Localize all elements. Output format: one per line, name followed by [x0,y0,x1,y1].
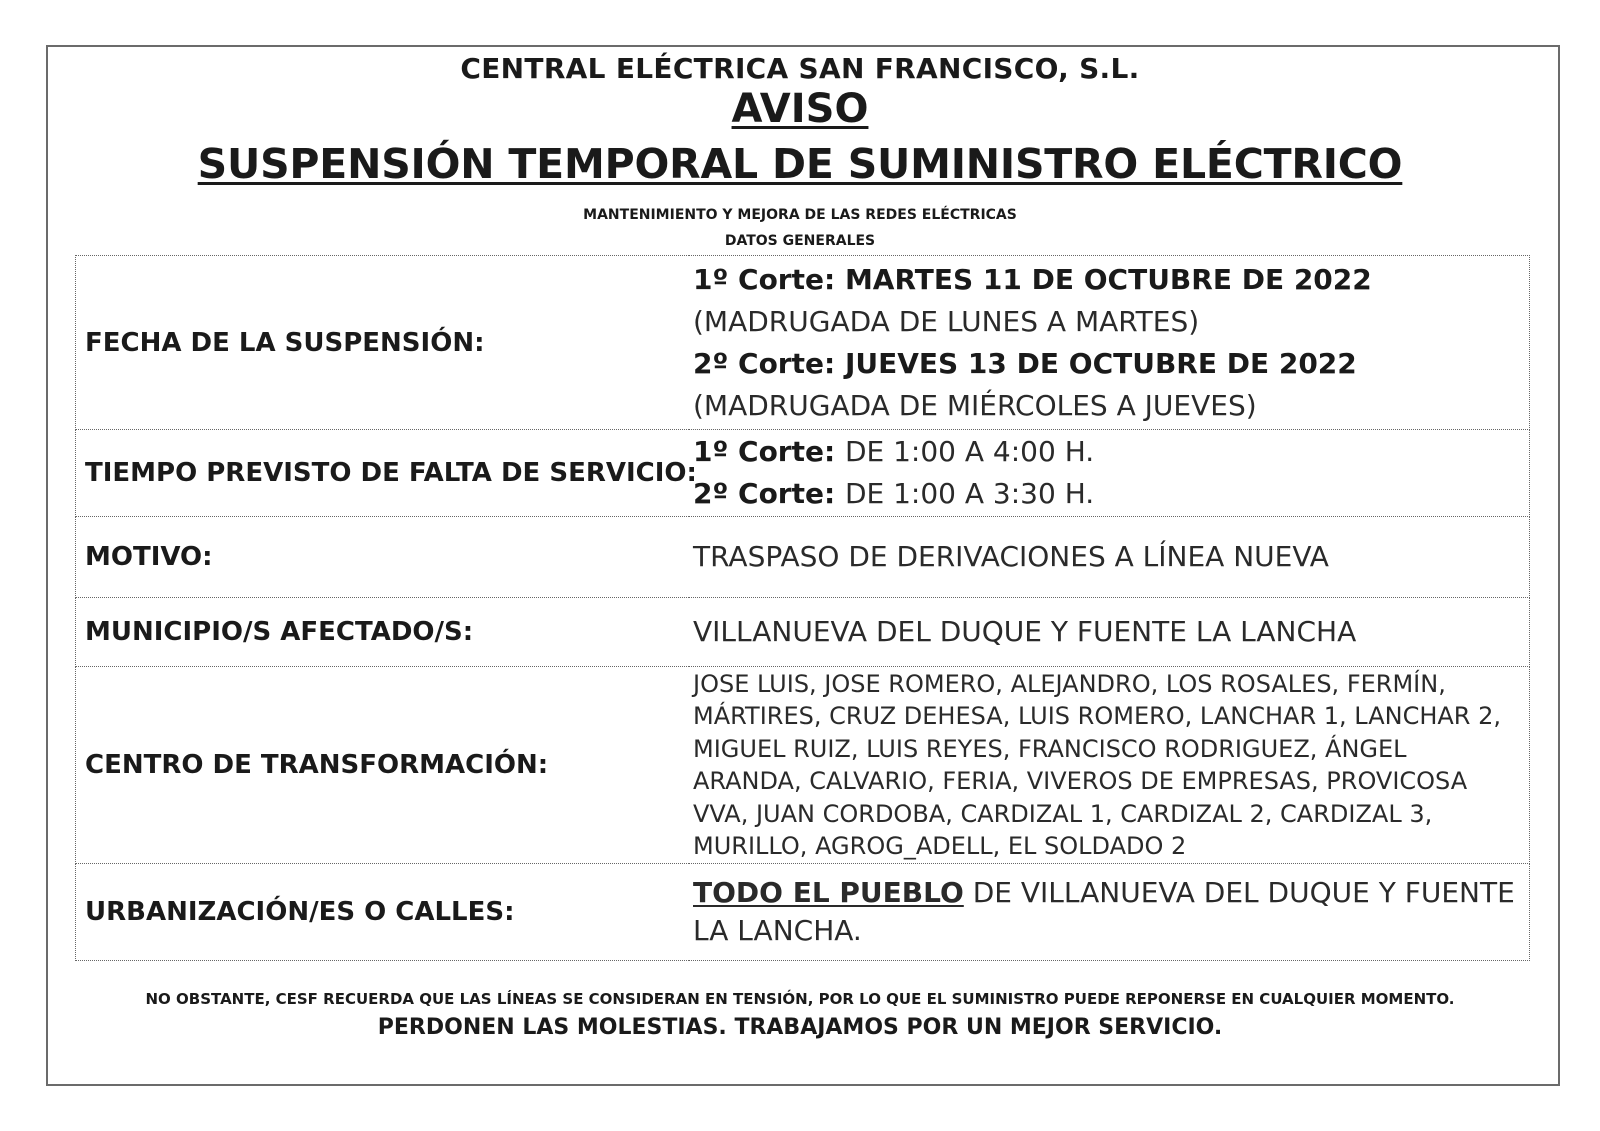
notice-subtitle: MANTENIMIENTO Y MEJORA DE LAS REDES ELÉCTRICAS [583,207,1017,223]
fecha-corte2-prefix: 2º Corte: [693,346,845,380]
tiempo-corte2-value: DE 1:00 A 3:30 H. [844,477,1095,510]
urbanizacion-text: DE VILLANUEVA DEL DUQUE Y FUENTE LA LANCHA. [693,876,1515,947]
tiempo-corte2-prefix: 2º Corte: [693,477,845,510]
centro-value: JOSE LUIS, JOSE ROMERO, ALEJANDRO, LOS ROSALES, FERMÍN, MÁRTIRES, CRUZ DEHESA, LUIS ROMERO, LANCHAR 1, LANCHAR 2, MIGUEL RUIZ, LUIS REYES, FRANCISCO RODRIGUEZ, ÁNGEL ARANDA, CALVARIO, FERIA, VIVEROS DE EMPRESAS, PROVICOSA VVA, JUAN CORDOBA, CARDIZAL 1, CARDIZAL 2, CARDIZAL 3, MURILLO, AGROG_ADELL, EL SOLDADO 2 [689,667,1530,864]
urbanizacion-emphasis: TODO EL PUEBLO [693,876,964,909]
table-row-urbanizacion [76,864,1530,961]
urbanizacion-value [689,864,1530,961]
section-heading: DATOS GENERALES [724,233,876,249]
table-row-municipios [76,598,1530,667]
tiempo-corte1-prefix: 1º Corte: [693,435,845,468]
fecha-corte2-date: JUEVES 13 DE OCTUBRE DE 2022 [844,346,1357,380]
closing-message: PERDONEN LAS MOLESTIAS. TRABAJAMOS POR UN MEJOR SERVICIO. [377,1015,1223,1040]
notice-title: SUSPENSIÓN TEMPORAL DE SUMINISTRO ELÉCTRICO [197,140,1403,188]
municipios-value: VILLANUEVA DEL DUQUE Y FUENTE LA LANCHA [689,598,1530,667]
fecha-corte1-note: (MADRUGADA DE LUNES A MARTES) [693,304,1200,338]
tiempo-corte2 [693,473,1519,515]
motivo-label: MOTIVO: [76,517,690,598]
outage-details-table [75,255,1530,961]
tiempo-corte1-value: DE 1:00 A 4:00 H. [844,435,1095,468]
centro-label: CENTRO DE TRANSFORMACIÓN: [76,667,690,864]
motivo-value: TRASPASO DE DERIVACIONES A LÍNEA NUEVA [689,517,1530,598]
tiempo-label: TIEMPO PREVISTO DE FALTA DE SERVICIO: [76,430,690,517]
aviso-heading: AVISO [731,86,869,132]
table-row-tiempo [76,430,1530,517]
fecha-corte1-prefix: 1º Corte: [693,262,845,296]
fecha-label: FECHA DE LA SUSPENSIÓN: [76,256,690,430]
table-row-motivo [76,517,1530,598]
tiempo-value [689,430,1530,517]
company-name: CENTRAL ELÉCTRICA SAN FRANCISCO, S.L. [460,52,1140,85]
fecha-corte1 [693,259,1519,301]
safety-notice: NO OBSTANTE, CESF RECUERDA QUE LAS LÍNEAS SE CONSIDERAN EN TENSIÓN, POR LO QUE EL SUMINISTRO PUEDE REPONERSE EN CUALQUIER MOMENTO. [145,990,1455,1008]
tiempo-corte1 [693,431,1519,473]
fecha-corte1-date: MARTES 11 DE OCTUBRE DE 2022 [844,262,1372,296]
fecha-value [689,256,1530,430]
table-row-centro [76,667,1530,864]
fecha-corte2 [693,343,1519,385]
municipios-label: MUNICIPIO/S AFECTADO/S: [76,598,690,667]
table-row-fecha [76,256,1530,430]
urbanizacion-label: URBANIZACIÓN/ES O CALLES: [76,864,690,961]
fecha-corte2-note: (MADRUGADA DE MIÉRCOLES A JUEVES) [693,388,1257,422]
